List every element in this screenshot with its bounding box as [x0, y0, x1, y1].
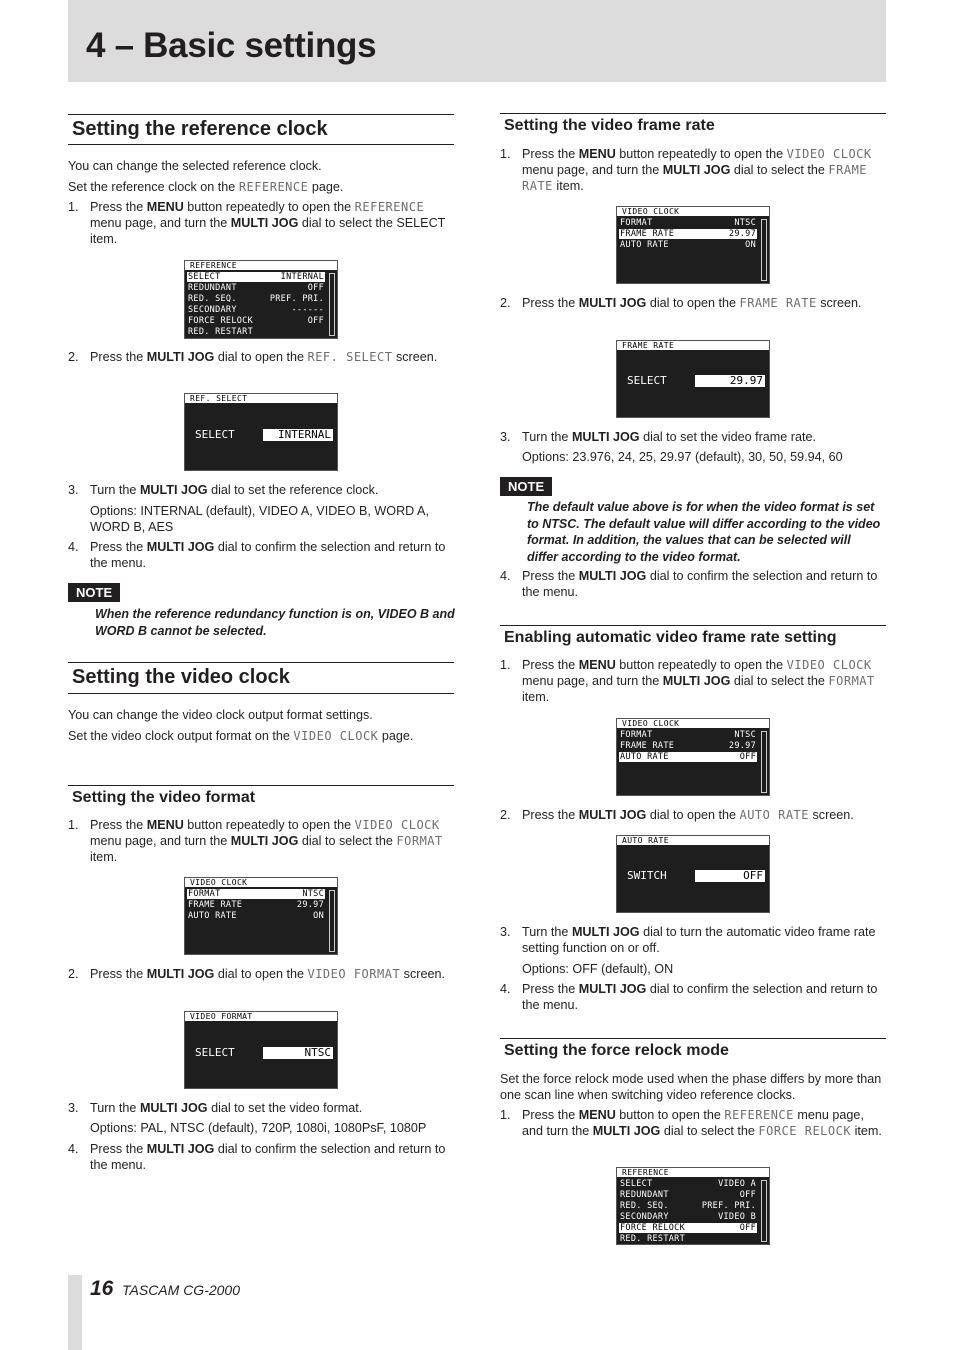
lcd-row — [619, 1234, 757, 1244]
k: RED. SEQ. — [188, 294, 237, 304]
t: button to open the — [615, 1108, 725, 1122]
t: menu page, and turn the — [90, 834, 231, 848]
step-body — [522, 146, 886, 194]
t: FORMAT — [828, 674, 875, 688]
t: item. — [90, 850, 118, 864]
t: dial to select the — [730, 163, 829, 177]
step-number: 1. — [500, 658, 511, 672]
t: MULTI JOG — [146, 967, 215, 981]
t: menu page, and turn the — [522, 163, 663, 177]
ar-step2 — [500, 807, 886, 825]
k: FORMAT — [188, 889, 221, 899]
lcd-row — [619, 218, 757, 228]
t: MENU — [578, 147, 616, 161]
k: FORCE RELOCK — [188, 316, 254, 326]
t: REFERENCE — [354, 200, 425, 214]
t: MULTI JOG — [230, 216, 299, 230]
t: Set the video clock output format on the — [68, 729, 294, 743]
t: MULTI JOG — [571, 925, 640, 939]
heading-video-format: Setting the video format — [68, 785, 454, 809]
v: PREF. PRI. — [269, 294, 324, 304]
lcd-reference-menu — [184, 260, 338, 339]
v: 29.97 — [728, 229, 756, 239]
vf-step4 — [68, 1141, 454, 1175]
lcd-row — [187, 316, 325, 326]
t: screen. — [400, 967, 445, 981]
lcd-row — [619, 730, 757, 740]
step-body — [90, 349, 454, 365]
ar-step3 — [500, 924, 886, 958]
k: AUTO RATE — [620, 240, 669, 250]
mono-text: REFERENCE — [238, 180, 309, 194]
ref-intro2 — [68, 179, 454, 195]
step-body — [90, 817, 454, 865]
page-number: 16 — [90, 1277, 114, 1300]
step-body — [522, 295, 886, 311]
t: dial to confirm the selection and return to the menu. — [522, 982, 878, 1012]
note-label: NOTE — [68, 583, 120, 602]
v: NTSC — [302, 889, 324, 899]
t: Press the — [522, 1108, 579, 1122]
t: MULTI JOG — [662, 674, 731, 688]
t: VIDEO CLOCK — [786, 658, 872, 672]
step-number: 2. — [68, 967, 79, 981]
v: NTSC — [734, 218, 756, 228]
lcd-title: REF. SELECT — [185, 394, 337, 403]
t: Press the — [522, 658, 579, 672]
t: MENU — [578, 658, 616, 672]
lcd-frame-rate — [616, 340, 770, 418]
t: button repeatedly to open the — [183, 200, 355, 214]
text: page. — [308, 180, 344, 194]
t: MENU — [146, 818, 184, 832]
lcd-scrollbar — [761, 1180, 767, 1242]
lcd-video-format — [184, 1011, 338, 1089]
step-body — [90, 539, 454, 571]
t: MULTI JOG — [578, 569, 647, 583]
ar-options: Options: OFF (default), ON — [522, 962, 674, 976]
k: SECONDARY — [620, 1212, 669, 1222]
k: FORCE RELOCK — [620, 1223, 686, 1233]
step-number: 1. — [68, 200, 79, 214]
t: Press the — [90, 1142, 147, 1156]
ar-step1 — [500, 657, 886, 707]
t: Turn the — [522, 430, 572, 444]
k: FORMAT — [620, 730, 653, 740]
lcd-row — [187, 889, 325, 899]
v: VIDEO A — [718, 1179, 756, 1189]
t: Press the — [90, 200, 147, 214]
t: dial to open the — [214, 967, 308, 981]
lcd-title: AUTO RATE — [617, 836, 769, 845]
ref-step3 — [68, 482, 454, 500]
t: VIDEO CLOCK — [786, 147, 872, 161]
k: FRAME RATE — [620, 741, 675, 751]
t: MULTI JOG — [146, 350, 215, 364]
lcd-video-clock-menu-fr — [616, 206, 770, 284]
lcd-scrollbar — [329, 890, 335, 952]
ref-step1 — [68, 199, 454, 249]
lcd-label: SELECT — [627, 374, 667, 387]
vf-step3 — [68, 1100, 454, 1118]
heading-video-clock: Setting the video clock — [68, 662, 454, 694]
t: REFERENCE — [724, 1108, 794, 1122]
t: Turn the — [90, 483, 140, 497]
lcd-value: OFF — [695, 870, 765, 882]
step-body — [522, 807, 886, 823]
v: OFF — [739, 1190, 756, 1200]
t: screen. — [392, 350, 438, 364]
step-number: 4. — [500, 982, 511, 996]
t: Press the — [522, 982, 579, 996]
t: FRAME RATE — [522, 163, 868, 193]
step-number: 3. — [500, 430, 511, 444]
t: MULTI JOG — [230, 834, 299, 848]
k: AUTO RATE — [620, 752, 669, 762]
step-number: 2. — [68, 350, 79, 364]
v: 29.97 — [296, 900, 324, 910]
lcd-row — [187, 294, 325, 304]
lcd-row — [619, 1190, 757, 1200]
fr-step3 — [500, 429, 886, 447]
t: MULTI JOG — [571, 430, 640, 444]
lcd-auto-rate — [616, 835, 770, 913]
t: FRAME RATE — [739, 296, 817, 310]
lcd-title: VIDEO CLOCK — [185, 878, 337, 887]
step-body — [90, 482, 454, 498]
t: item. — [522, 690, 550, 704]
lcd-title: FRAME RATE — [617, 341, 769, 350]
t: dial to set the video frame rate. — [639, 430, 816, 444]
k: SELECT — [188, 272, 221, 282]
lcd-row — [619, 1212, 757, 1222]
k: REDUNDANT — [620, 1190, 669, 1200]
lcd-row — [619, 1179, 757, 1189]
fr-intro: Set the force relock mode used when the phase differs by more than one scan line when switching video reference clocks. — [500, 1072, 882, 1102]
v: OFF — [739, 752, 756, 762]
t: dial to select the SELECT item. — [90, 216, 446, 246]
t: MULTI JOG — [578, 296, 647, 310]
step-body — [522, 568, 886, 600]
t: MULTI JOG — [146, 540, 215, 554]
step-number: 4. — [68, 1142, 79, 1156]
v: INTERNAL — [280, 272, 324, 282]
t: item. — [851, 1124, 882, 1138]
lcd-row — [619, 752, 757, 762]
vf-step2 — [68, 966, 454, 1000]
heading-reference-clock: Setting the reference clock — [68, 114, 454, 145]
lcd-label: SELECT — [195, 428, 235, 441]
t: FORCE RELOCK — [758, 1124, 852, 1138]
v: 29.97 — [728, 741, 756, 751]
k: SELECT — [620, 1179, 653, 1189]
t: dial to select the — [730, 674, 829, 688]
step-number: 4. — [500, 569, 511, 583]
lcd-value: 29.97 — [695, 375, 765, 387]
t: dial to set the reference clock. — [207, 483, 379, 497]
t: MULTI JOG — [139, 1101, 208, 1115]
footer-bar — [68, 1275, 82, 1350]
heading-auto-rate: Enabling automatic video frame rate setting — [500, 625, 886, 649]
t: dial to select the — [660, 1124, 759, 1138]
t: dial to confirm the selection and return to the menu. — [90, 540, 446, 570]
ref-options: Options: INTERNAL (default), VIDEO A, VIDEO B, WORD A, WORD B, AES — [90, 504, 429, 534]
lcd-title: VIDEO CLOCK — [617, 719, 769, 728]
t: Press the — [522, 569, 579, 583]
lcd-row — [187, 305, 325, 315]
t: button repeatedly to open the — [183, 818, 355, 832]
t: MULTI JOG — [139, 483, 208, 497]
step-body — [90, 1100, 454, 1116]
ref-step2 — [68, 349, 454, 383]
lcd-title: VIDEO CLOCK — [617, 207, 769, 216]
t: Press the — [522, 147, 579, 161]
lcd-row — [619, 229, 757, 239]
t: AUTO RATE — [739, 808, 809, 822]
text: Set the reference clock on the — [68, 180, 239, 194]
k: RED. RESTART — [620, 1234, 686, 1244]
t: Press the — [90, 818, 147, 832]
v: NTSC — [734, 730, 756, 740]
video-clock-intro1: You can change the video clock output format settings. — [68, 708, 373, 722]
step-number: 3. — [68, 1101, 79, 1115]
t: MENU — [146, 200, 184, 214]
lcd-row — [187, 911, 325, 921]
note-text: The default value above is for when the video format is set to NTSC. The default value will differ according to the video format. In addition, the values that can be selected will differ according to the video format. — [527, 500, 881, 564]
t: MULTI JOG — [578, 808, 647, 822]
t: item. — [552, 179, 584, 193]
k: FRAME RATE — [620, 229, 675, 239]
t: button repeatedly to open the — [615, 147, 787, 161]
t: MULTI JOG — [592, 1124, 661, 1138]
v: OFF — [307, 283, 324, 293]
v: VIDEO B — [718, 1212, 756, 1222]
lcd-scrollbar — [329, 273, 335, 336]
lcd-row — [619, 1201, 757, 1211]
lcd-title: REFERENCE — [185, 261, 337, 270]
vf-step1 — [68, 817, 454, 867]
heading-frame-rate: Setting the video frame rate — [500, 113, 886, 137]
t: dial to set the video format. — [207, 1101, 363, 1115]
vf-options: Options: PAL, NTSC (default), 720P, 1080i, 1080PsF, 1080P — [90, 1121, 427, 1135]
t: MULTI JOG — [578, 982, 647, 996]
v: ON — [745, 240, 756, 250]
t: dial to open the — [214, 350, 308, 364]
t: dial to confirm the selection and return to the menu. — [90, 1142, 446, 1172]
k: REDUNDANT — [188, 283, 237, 293]
step-body — [522, 981, 886, 1013]
lcd-title: VIDEO FORMAT — [185, 1012, 337, 1021]
lcd-label: SELECT — [195, 1046, 235, 1059]
t: dial to open the — [646, 808, 740, 822]
t: screen. — [809, 808, 854, 822]
t: MULTI JOG — [146, 1142, 215, 1156]
t: Press the — [522, 296, 579, 310]
v: PREF. PRI. — [701, 1201, 756, 1211]
lcd-label: SWITCH — [627, 869, 667, 882]
step-body — [90, 966, 454, 982]
t: page. — [378, 729, 414, 743]
lcd-row — [619, 240, 757, 250]
k: FORMAT — [620, 218, 653, 228]
t: dial to open the — [646, 296, 740, 310]
t: Press the — [90, 350, 147, 364]
lcd-video-clock-menu — [184, 877, 338, 955]
lcd-title: REFERENCE — [617, 1168, 769, 1177]
step-number: 1. — [68, 818, 79, 832]
fr-step1 — [500, 146, 886, 196]
lcd-row — [619, 1223, 757, 1233]
lcd-row — [187, 272, 325, 282]
lcd-reference-menu-relock — [616, 1167, 770, 1245]
lcd-scrollbar — [761, 219, 767, 281]
video-clock-intro2 — [68, 728, 448, 744]
step-body — [522, 1107, 886, 1139]
t: dial to confirm the selection and return to the menu. — [522, 569, 878, 599]
t: VIDEO FORMAT — [307, 967, 401, 981]
v: ON — [313, 911, 324, 921]
t: Turn the — [522, 925, 572, 939]
t: screen. — [816, 296, 862, 310]
lcd-value: NTSC — [263, 1047, 333, 1059]
k: AUTO RATE — [188, 911, 237, 921]
lcd-scrollbar — [761, 731, 767, 793]
t: dial to select the — [298, 834, 397, 848]
step-number: 1. — [500, 1108, 511, 1122]
note-label: NOTE — [500, 477, 552, 496]
t: button repeatedly to open the — [615, 658, 787, 672]
t: VIDEO CLOCK — [293, 729, 379, 743]
t: Turn the — [90, 1101, 140, 1115]
t: MENU — [578, 1108, 616, 1122]
fr-step2 — [500, 295, 886, 329]
t: Press the — [90, 540, 147, 554]
v: ------ — [291, 305, 324, 315]
step-body — [90, 199, 454, 247]
lcd-row — [187, 900, 325, 910]
lcd-ref-select — [184, 393, 338, 471]
ref-intro1: You can change the selected reference clock. — [68, 159, 322, 173]
product-name: TASCAM CG-2000 — [122, 1282, 240, 1298]
note-text: When the reference redundancy function is on, VIDEO B and WORD B cannot be selected. — [95, 607, 455, 638]
step-number: 4. — [68, 540, 79, 554]
step-body — [522, 429, 886, 445]
t: menu page, and turn the — [90, 216, 231, 230]
t: VIDEO CLOCK — [354, 818, 440, 832]
t: dial to turn the automatic video frame rate setting function on or off. — [522, 925, 876, 955]
t: MULTI JOG — [662, 163, 731, 177]
step-number: 3. — [500, 925, 511, 939]
t: REF. SELECT — [307, 350, 393, 364]
lcd-video-clock-menu-ar — [616, 718, 770, 796]
step-body — [522, 657, 886, 705]
t: Press the — [90, 967, 147, 981]
lcd-value: INTERNAL — [263, 429, 333, 441]
t: FORMAT — [396, 834, 443, 848]
lcd-row — [619, 741, 757, 751]
t: Press the — [522, 808, 579, 822]
step-number: 3. — [68, 483, 79, 497]
frl-step1 — [500, 1107, 886, 1157]
step-body — [522, 924, 886, 956]
k: RED. RESTART — [188, 327, 254, 337]
ar-step4 — [500, 981, 886, 1015]
lcd-row — [187, 327, 325, 337]
step-number: 2. — [500, 296, 511, 310]
k: RED. SEQ. — [620, 1201, 669, 1211]
fr-step4 — [500, 568, 886, 602]
t: menu page, and turn the — [522, 674, 663, 688]
fr-options: Options: 23.976, 24, 25, 29.97 (default), 30, 50, 59.94, 60 — [522, 450, 843, 464]
heading-force-relock: Setting the force relock mode — [500, 1038, 886, 1062]
ref-step4 — [68, 539, 454, 573]
step-number: 2. — [500, 808, 511, 822]
v: OFF — [739, 1223, 756, 1233]
chapter-title: 4 – Basic settings — [86, 26, 377, 65]
t: menu page, and turn the — [522, 1108, 864, 1138]
step-number: 1. — [500, 147, 511, 161]
v: OFF — [307, 316, 324, 326]
step-body — [90, 1141, 454, 1173]
chapter-header — [68, 0, 886, 82]
k: SECONDARY — [188, 305, 237, 315]
lcd-row — [187, 283, 325, 293]
k: FRAME RATE — [188, 900, 243, 910]
